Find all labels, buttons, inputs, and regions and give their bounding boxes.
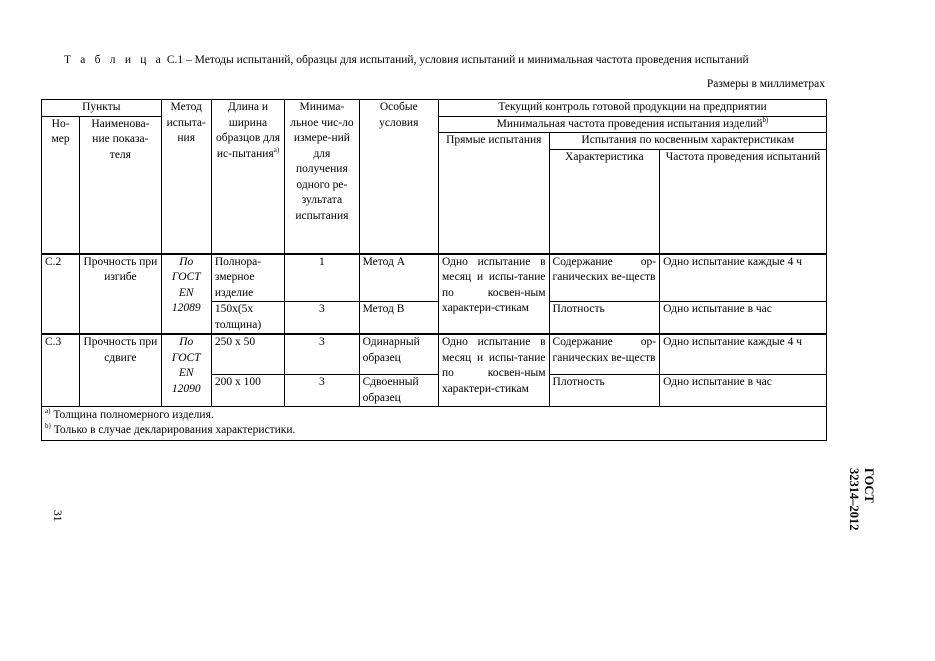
row-c2-method: По ГОСТ EN 12089 — [161, 254, 211, 335]
row-c3-char-b: Плотность — [549, 375, 660, 407]
footnote-a — [45, 408, 823, 423]
header-indirect-tests: Испытания по косвенным характеристикам — [549, 133, 826, 150]
row-c3-method: По ГОСТ EN 12090 — [161, 334, 211, 407]
row-c3-direct: Одно испытание в месяц и испы-тание по косвен-ным характери-стикам — [438, 334, 549, 407]
header-name: Наименова-ние показа-теля — [80, 116, 161, 254]
standard-designation — [846, 468, 876, 531]
row-c3-size-a: 250 x 50 — [211, 334, 284, 375]
table-caption — [64, 54, 844, 66]
footnotes — [42, 407, 827, 441]
header-min-frequency-text: Минимальная частота проведения испытания изделий — [496, 117, 763, 130]
row-c3-count-b: 3 — [285, 375, 359, 407]
footnote-b-text: Только в случае декларирования характеристики. — [50, 424, 296, 436]
footnote-ref-a: а) — [273, 145, 280, 154]
header-length-width — [211, 100, 284, 254]
header-min-frequency — [438, 116, 826, 133]
footnotes-row — [42, 407, 827, 441]
row-c3-condition-b: Сдвоенный образец — [359, 375, 438, 407]
row-c2-count-b: 3 — [285, 302, 359, 335]
table-row — [42, 254, 827, 302]
footnote-a-mark: а) — [45, 407, 51, 416]
row-c3-count-a: 3 — [285, 334, 359, 375]
units-note: Размеры в миллиметрах — [706, 78, 825, 90]
standard-number: 32314–2012 — [847, 468, 861, 531]
row-c2-condition-b: Метод В — [359, 302, 438, 335]
standard-label: ГОСТ — [862, 468, 876, 503]
row-c3-freq-a: Одно испытание каждые 4 ч — [660, 334, 827, 375]
row-c2-condition-a: Метод А — [359, 254, 438, 302]
row-c2-freq-a: Одно испытание каждые 4 ч — [660, 254, 827, 302]
row-c2-size-a: Полнора-змерное изделие — [211, 254, 284, 302]
row-c2-count-a: 1 — [285, 254, 359, 302]
footnote-ref-b: b) — [762, 115, 769, 124]
table-row — [42, 334, 827, 375]
row-c3-number: С.3 — [42, 334, 80, 407]
header-factory-control: Текущий контроль готовой продукции на предприятии — [438, 100, 826, 117]
header-row-1 — [42, 100, 827, 117]
header-length-width-text: Длина и ширина образцов для ис-пытания — [215, 101, 281, 160]
caption-text: С.1 – Методы испытаний, образцы для испытаний, условия испытаний и минимальная частота проведения испытаний — [163, 54, 749, 66]
row-c2-name: Прочность при изгибе — [80, 254, 161, 335]
test-methods-table — [41, 99, 827, 441]
row-c3-condition-a: Одинарный образец — [359, 334, 438, 375]
header-direct-tests: Прямые испытания — [438, 133, 549, 254]
header-min-count: Минима-льное чис-ло измере-ний для получения одного ре-зультата испытания — [285, 100, 359, 254]
header-characteristic: Характеристика — [549, 149, 660, 254]
caption-prefix: Т а б л и ц а — [64, 54, 164, 66]
row-c3-size-b: 200 x 100 — [211, 375, 284, 407]
row-c2-direct: Одно испытание в месяц и испы-тание по косвен-ным характери-стикам — [438, 254, 549, 335]
header-frequency: Частота проведения испытаний — [660, 149, 827, 254]
footnote-b-mark: b) — [45, 422, 51, 431]
footnote-b — [45, 423, 823, 438]
row-c2-char-b: Плотность — [549, 302, 660, 335]
header-special-conditions: Особые условия — [359, 100, 438, 254]
header-number: Но-мер — [42, 116, 80, 254]
row-c3-char-a: Содержание ор-ганических ве-ществ — [549, 334, 660, 375]
row-c2-freq-b: Одно испытание в час — [660, 302, 827, 335]
footnote-a-text: Толщина полномерного изделия. — [50, 409, 214, 421]
row-c3-freq-b: Одно испытание в час — [660, 375, 827, 407]
page-number: 31 — [51, 510, 63, 522]
row-c3-name: Прочность при сдвиге — [80, 334, 161, 407]
row-c2-char-a: Содержание ор-ганических ве-ществ — [549, 254, 660, 302]
row-c2-number: С.2 — [42, 254, 80, 335]
header-points: Пункты — [42, 100, 162, 117]
header-method: Метод испыта-ния — [161, 100, 211, 254]
row-c2-size-b: 150x(5x толщина) — [211, 302, 284, 335]
